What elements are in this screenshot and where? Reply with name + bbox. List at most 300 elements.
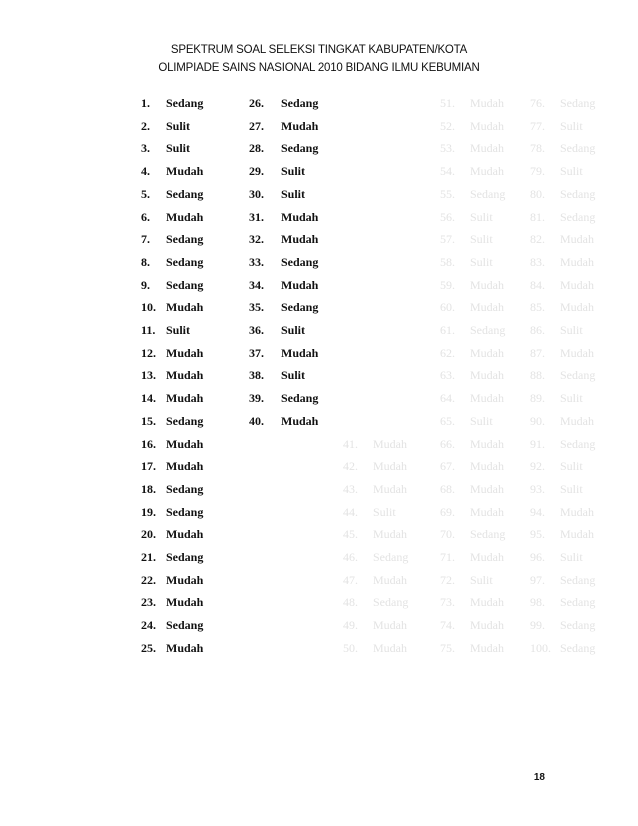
item-number: 46. (343, 550, 358, 564)
item-number: 99. (530, 618, 545, 633)
item-level: Mudah (166, 391, 204, 406)
list-item (530, 618, 596, 634)
list-item (141, 323, 191, 339)
list-item (440, 232, 493, 248)
item-level: Mudah (470, 459, 504, 474)
item-number: 10. (141, 300, 156, 315)
list-item (343, 481, 407, 498)
list-item (440, 640, 504, 657)
item-number: 38. (249, 368, 264, 383)
list-item (249, 186, 306, 203)
item-number: 84. (530, 277, 545, 292)
item-number: 18. (141, 481, 156, 496)
item-number: 92. (530, 459, 545, 474)
item-level: Mudah (166, 436, 204, 451)
list-item (141, 572, 204, 589)
item-number: 68. (440, 481, 455, 496)
item-number: 30. (249, 186, 264, 201)
item-level: Sedang (470, 186, 506, 201)
list-item (249, 141, 319, 157)
item-level: Mudah (470, 550, 504, 564)
item-number: 16. (141, 436, 156, 451)
item-level: Sedang (560, 572, 596, 587)
item-number: 83. (530, 254, 545, 269)
item-level: Mudah (281, 277, 319, 292)
item-number: 73. (440, 595, 455, 610)
item-level: Sedang (470, 527, 506, 542)
item-number: 33. (249, 254, 264, 269)
page-number: 18 (533, 772, 545, 783)
item-level: Mudah (560, 254, 594, 269)
item-level: Sulit (373, 504, 396, 519)
item-level: Mudah (166, 164, 204, 179)
item-level: Mudah (470, 595, 504, 610)
item-number: 6. (141, 209, 150, 224)
item-number: 26. (249, 96, 264, 110)
item-level: Sedang (560, 640, 596, 655)
item-number: 64. (440, 391, 455, 406)
item-level: Sedang (560, 186, 596, 201)
item-number: 25. (141, 640, 156, 655)
item-level: Sedang (166, 186, 204, 201)
item-level: Sulit (560, 391, 583, 406)
list-item (249, 96, 319, 112)
item-number: 2. (141, 118, 150, 133)
item-level: Mudah (470, 300, 504, 315)
item-number: 11. (141, 323, 156, 337)
list-item (249, 345, 319, 362)
item-level: Sulit (560, 481, 583, 496)
list-item (343, 504, 396, 521)
list-item (440, 323, 506, 339)
list-item (440, 300, 504, 316)
list-item (249, 368, 306, 384)
item-level: Sedang (560, 141, 596, 156)
item-level: Sedang (560, 209, 596, 224)
item-level: Sulit (560, 550, 583, 564)
list-item (440, 164, 504, 180)
item-level: Sedang (281, 141, 319, 156)
list-item (530, 277, 594, 294)
item-level: Sulit (560, 459, 583, 474)
list-item (343, 572, 407, 589)
item-level: Sedang (166, 277, 204, 292)
item-level: Mudah (470, 141, 504, 156)
list-item (141, 300, 204, 316)
item-number: 63. (440, 368, 455, 383)
list-item (249, 232, 319, 248)
item-number: 74. (440, 618, 455, 633)
item-number: 9. (141, 277, 150, 292)
list-item (530, 164, 583, 180)
list-item (440, 118, 504, 135)
item-number: 34. (249, 277, 264, 292)
item-level: Mudah (470, 618, 504, 633)
item-number: 94. (530, 504, 545, 519)
list-item (440, 96, 504, 112)
list-item (530, 186, 596, 203)
item-level: Sulit (281, 323, 306, 337)
list-item (249, 118, 319, 135)
item-number: 72. (440, 572, 455, 587)
item-level: Mudah (166, 368, 204, 383)
list-item (530, 481, 583, 498)
item-level: Mudah (166, 345, 204, 360)
item-number: 44. (343, 504, 358, 519)
item-level: Sulit (166, 141, 191, 156)
item-number: 40. (249, 413, 264, 428)
list-item (530, 96, 596, 112)
item-level: Mudah (373, 481, 407, 496)
item-level: Sulit (281, 186, 306, 201)
item-level: Sedang (373, 550, 409, 564)
list-item (141, 391, 204, 407)
list-item (530, 436, 596, 453)
item-level: Mudah (560, 232, 594, 247)
item-level: Sedang (166, 254, 204, 269)
item-number: 51. (440, 96, 455, 110)
item-level: Sulit (560, 164, 583, 179)
item-level: Mudah (166, 595, 204, 610)
item-level: Sedang (281, 300, 319, 315)
item-number: 56. (440, 209, 455, 224)
item-level: Sulit (470, 232, 493, 247)
item-level: Mudah (166, 209, 204, 224)
item-number: 37. (249, 345, 264, 360)
item-number: 36. (249, 323, 264, 337)
item-level: Sedang (166, 504, 204, 519)
list-item (141, 118, 191, 135)
list-item (530, 300, 594, 316)
item-number: 88. (530, 368, 545, 383)
item-level: Sedang (470, 323, 506, 337)
item-number: 98. (530, 595, 545, 610)
item-number: 71. (440, 550, 455, 564)
item-level: Sedang (166, 232, 204, 247)
item-level: Mudah (281, 413, 319, 428)
item-number: 13. (141, 368, 156, 383)
list-item (440, 459, 504, 475)
list-item (141, 550, 204, 566)
item-level: Mudah (470, 436, 504, 451)
item-level: Mudah (470, 345, 504, 360)
item-level: Mudah (373, 572, 407, 587)
item-level: Sedang (166, 96, 204, 110)
item-number: 75. (440, 640, 455, 655)
item-number: 43. (343, 481, 358, 496)
list-item (530, 413, 594, 430)
list-item (141, 413, 204, 430)
item-level: Sedang (281, 96, 319, 110)
item-number: 86. (530, 323, 545, 337)
list-item (141, 481, 204, 498)
item-number: 29. (249, 164, 264, 179)
list-item (343, 640, 407, 657)
item-number: 66. (440, 436, 455, 451)
item-number: 22. (141, 572, 156, 587)
item-number: 80. (530, 186, 545, 201)
item-level: Mudah (373, 459, 407, 474)
list-item (440, 391, 504, 407)
item-number: 95. (530, 527, 545, 542)
list-item (141, 186, 204, 203)
item-number: 31. (249, 209, 264, 224)
item-number: 90. (530, 413, 545, 428)
item-level: Mudah (373, 436, 407, 451)
list-item (343, 459, 407, 475)
list-item (249, 209, 319, 226)
item-number: 52. (440, 118, 455, 133)
item-level: Mudah (470, 277, 504, 292)
list-item (530, 118, 583, 135)
item-number: 59. (440, 277, 455, 292)
item-level: Mudah (470, 96, 504, 110)
item-level: Sedang (560, 96, 596, 110)
item-number: 45. (343, 527, 358, 542)
list-item (530, 572, 596, 589)
list-item (141, 368, 204, 384)
item-number: 57. (440, 232, 455, 247)
list-item (141, 141, 191, 157)
item-number: 82. (530, 232, 545, 247)
item-number: 41. (343, 436, 358, 451)
list-item (141, 640, 204, 657)
list-item (440, 345, 504, 362)
list-item (440, 550, 504, 566)
item-level: Mudah (470, 118, 504, 133)
item-level: Mudah (166, 572, 204, 587)
item-level: Sulit (281, 368, 306, 383)
list-item (440, 413, 493, 430)
item-level: Sulit (281, 164, 306, 179)
list-item (530, 323, 583, 339)
item-number: 81. (530, 209, 545, 224)
item-level: Mudah (166, 300, 204, 315)
item-level: Sulit (560, 323, 583, 337)
item-level: Mudah (281, 232, 319, 247)
item-number: 65. (440, 413, 455, 428)
list-item (530, 527, 594, 543)
list-item (141, 504, 204, 521)
item-number: 12. (141, 345, 156, 360)
item-level: Mudah (560, 300, 594, 315)
item-level: Sedang (560, 436, 596, 451)
item-number: 27. (249, 118, 264, 133)
item-level: Sedang (166, 481, 204, 496)
document-title-line-2: OLIMPIADE SAINS NASIONAL 2010 BIDANG ILMU KEBUMIAN (158, 62, 480, 74)
list-item (440, 209, 493, 226)
list-item (141, 277, 204, 294)
item-level: Mudah (166, 640, 204, 655)
item-number: 14. (141, 391, 156, 406)
item-number: 89. (530, 391, 545, 406)
list-item (141, 232, 204, 248)
item-number: 70. (440, 527, 455, 542)
item-level: Sulit (470, 209, 493, 224)
item-level: Mudah (281, 209, 319, 224)
list-item (141, 96, 204, 112)
list-item (141, 527, 204, 543)
list-item (440, 141, 504, 157)
difficulty-grid (0, 96, 638, 676)
item-number: 58. (440, 254, 455, 269)
list-item (440, 186, 506, 203)
list-item (530, 459, 583, 475)
list-item (141, 618, 204, 634)
list-item (440, 527, 506, 543)
list-item (249, 300, 319, 316)
list-item (141, 459, 204, 475)
item-number: 35. (249, 300, 264, 315)
list-item (249, 254, 319, 271)
item-level: Sulit (470, 254, 493, 269)
list-item (249, 277, 319, 294)
item-number: 93. (530, 481, 545, 496)
list-item (530, 504, 594, 521)
item-number: 60. (440, 300, 455, 315)
item-level: Sulit (166, 118, 191, 133)
item-level: Mudah (373, 618, 407, 633)
list-item (440, 277, 504, 294)
item-number: 50. (343, 640, 358, 655)
item-level: Sulit (470, 413, 493, 428)
list-item (530, 209, 596, 226)
item-level: Mudah (470, 504, 504, 519)
list-item (249, 391, 319, 407)
document-title-line-1: SPEKTRUM SOAL SELEKSI TINGKAT KABUPATEN/KOTA (170, 44, 468, 56)
item-number: 61. (440, 323, 455, 337)
item-number: 47. (343, 572, 358, 587)
item-number: 3. (141, 141, 150, 156)
list-item (530, 232, 594, 248)
item-level: Sedang (166, 413, 204, 428)
item-level: Sedang (560, 618, 596, 633)
list-item (141, 595, 204, 611)
list-item (343, 527, 407, 543)
item-level: Mudah (281, 118, 319, 133)
item-number: 32. (249, 232, 264, 247)
list-item (249, 164, 306, 180)
item-level: Sedang (281, 391, 319, 406)
item-number: 76. (530, 96, 545, 110)
item-number: 77. (530, 118, 545, 133)
item-number: 53. (440, 141, 455, 156)
list-item (141, 345, 204, 362)
item-level: Sedang (560, 368, 596, 383)
item-number: 21. (141, 550, 156, 564)
item-level: Sulit (470, 572, 493, 587)
list-item (530, 141, 596, 157)
item-number: 17. (141, 459, 156, 474)
item-level: Sulit (560, 118, 583, 133)
item-number: 69. (440, 504, 455, 519)
list-item (530, 595, 596, 611)
item-number: 8. (141, 254, 150, 269)
item-number: 15. (141, 413, 156, 428)
item-number: 49. (343, 618, 358, 633)
list-item (440, 595, 504, 611)
item-level: Mudah (560, 277, 594, 292)
item-number: 42. (343, 459, 358, 474)
item-level: Sedang (166, 618, 204, 633)
list-item (440, 572, 493, 589)
item-number: 39. (249, 391, 264, 406)
item-level: Mudah (470, 640, 504, 655)
item-number: 4. (141, 164, 150, 179)
item-number: 48. (343, 595, 358, 610)
item-number: 62. (440, 345, 455, 360)
item-level: Mudah (470, 368, 504, 383)
item-level: Mudah (470, 481, 504, 496)
list-item (141, 254, 204, 271)
item-number: 78. (530, 141, 545, 156)
item-number: 20. (141, 527, 156, 542)
list-item (343, 595, 409, 611)
list-item (141, 436, 204, 453)
item-number: 91. (530, 436, 545, 451)
item-number: 1. (141, 96, 150, 110)
item-level: Mudah (560, 345, 594, 360)
item-number: 100. (530, 640, 551, 655)
list-item (440, 504, 504, 521)
list-item (530, 254, 594, 271)
list-item (141, 164, 204, 180)
list-item (530, 345, 594, 362)
item-level: Mudah (470, 391, 504, 406)
list-item (440, 618, 504, 634)
item-level: Sedang (373, 595, 409, 610)
list-item (249, 413, 319, 430)
list-item (440, 481, 504, 498)
item-number: 87. (530, 345, 545, 360)
item-number: 55. (440, 186, 455, 201)
item-level: Mudah (373, 527, 407, 542)
item-level: Sedang (281, 254, 319, 269)
item-level: Mudah (560, 527, 594, 542)
item-number: 96. (530, 550, 545, 564)
list-item (530, 640, 596, 657)
item-number: 23. (141, 595, 156, 610)
item-number: 5. (141, 186, 150, 201)
item-level: Sulit (166, 323, 191, 337)
item-level: Sedang (560, 595, 596, 610)
list-item (440, 254, 493, 271)
item-number: 28. (249, 141, 264, 156)
item-level: Mudah (560, 413, 594, 428)
item-number: 19. (141, 504, 156, 519)
item-number: 79. (530, 164, 545, 179)
list-item (343, 550, 409, 566)
item-level: Mudah (166, 459, 204, 474)
item-level: Mudah (470, 164, 504, 179)
list-item (530, 391, 583, 407)
item-number: 7. (141, 232, 150, 247)
item-number: 67. (440, 459, 455, 474)
item-level: Mudah (373, 640, 407, 655)
item-number: 85. (530, 300, 545, 315)
list-item (440, 436, 504, 453)
item-number: 54. (440, 164, 455, 179)
item-number: 97. (530, 572, 545, 587)
list-item (249, 323, 306, 339)
list-item (141, 209, 204, 226)
item-number: 24. (141, 618, 156, 633)
item-level: Mudah (281, 345, 319, 360)
list-item (440, 368, 504, 384)
list-item (530, 550, 583, 566)
item-level: Mudah (560, 504, 594, 519)
item-level: Mudah (166, 527, 204, 542)
